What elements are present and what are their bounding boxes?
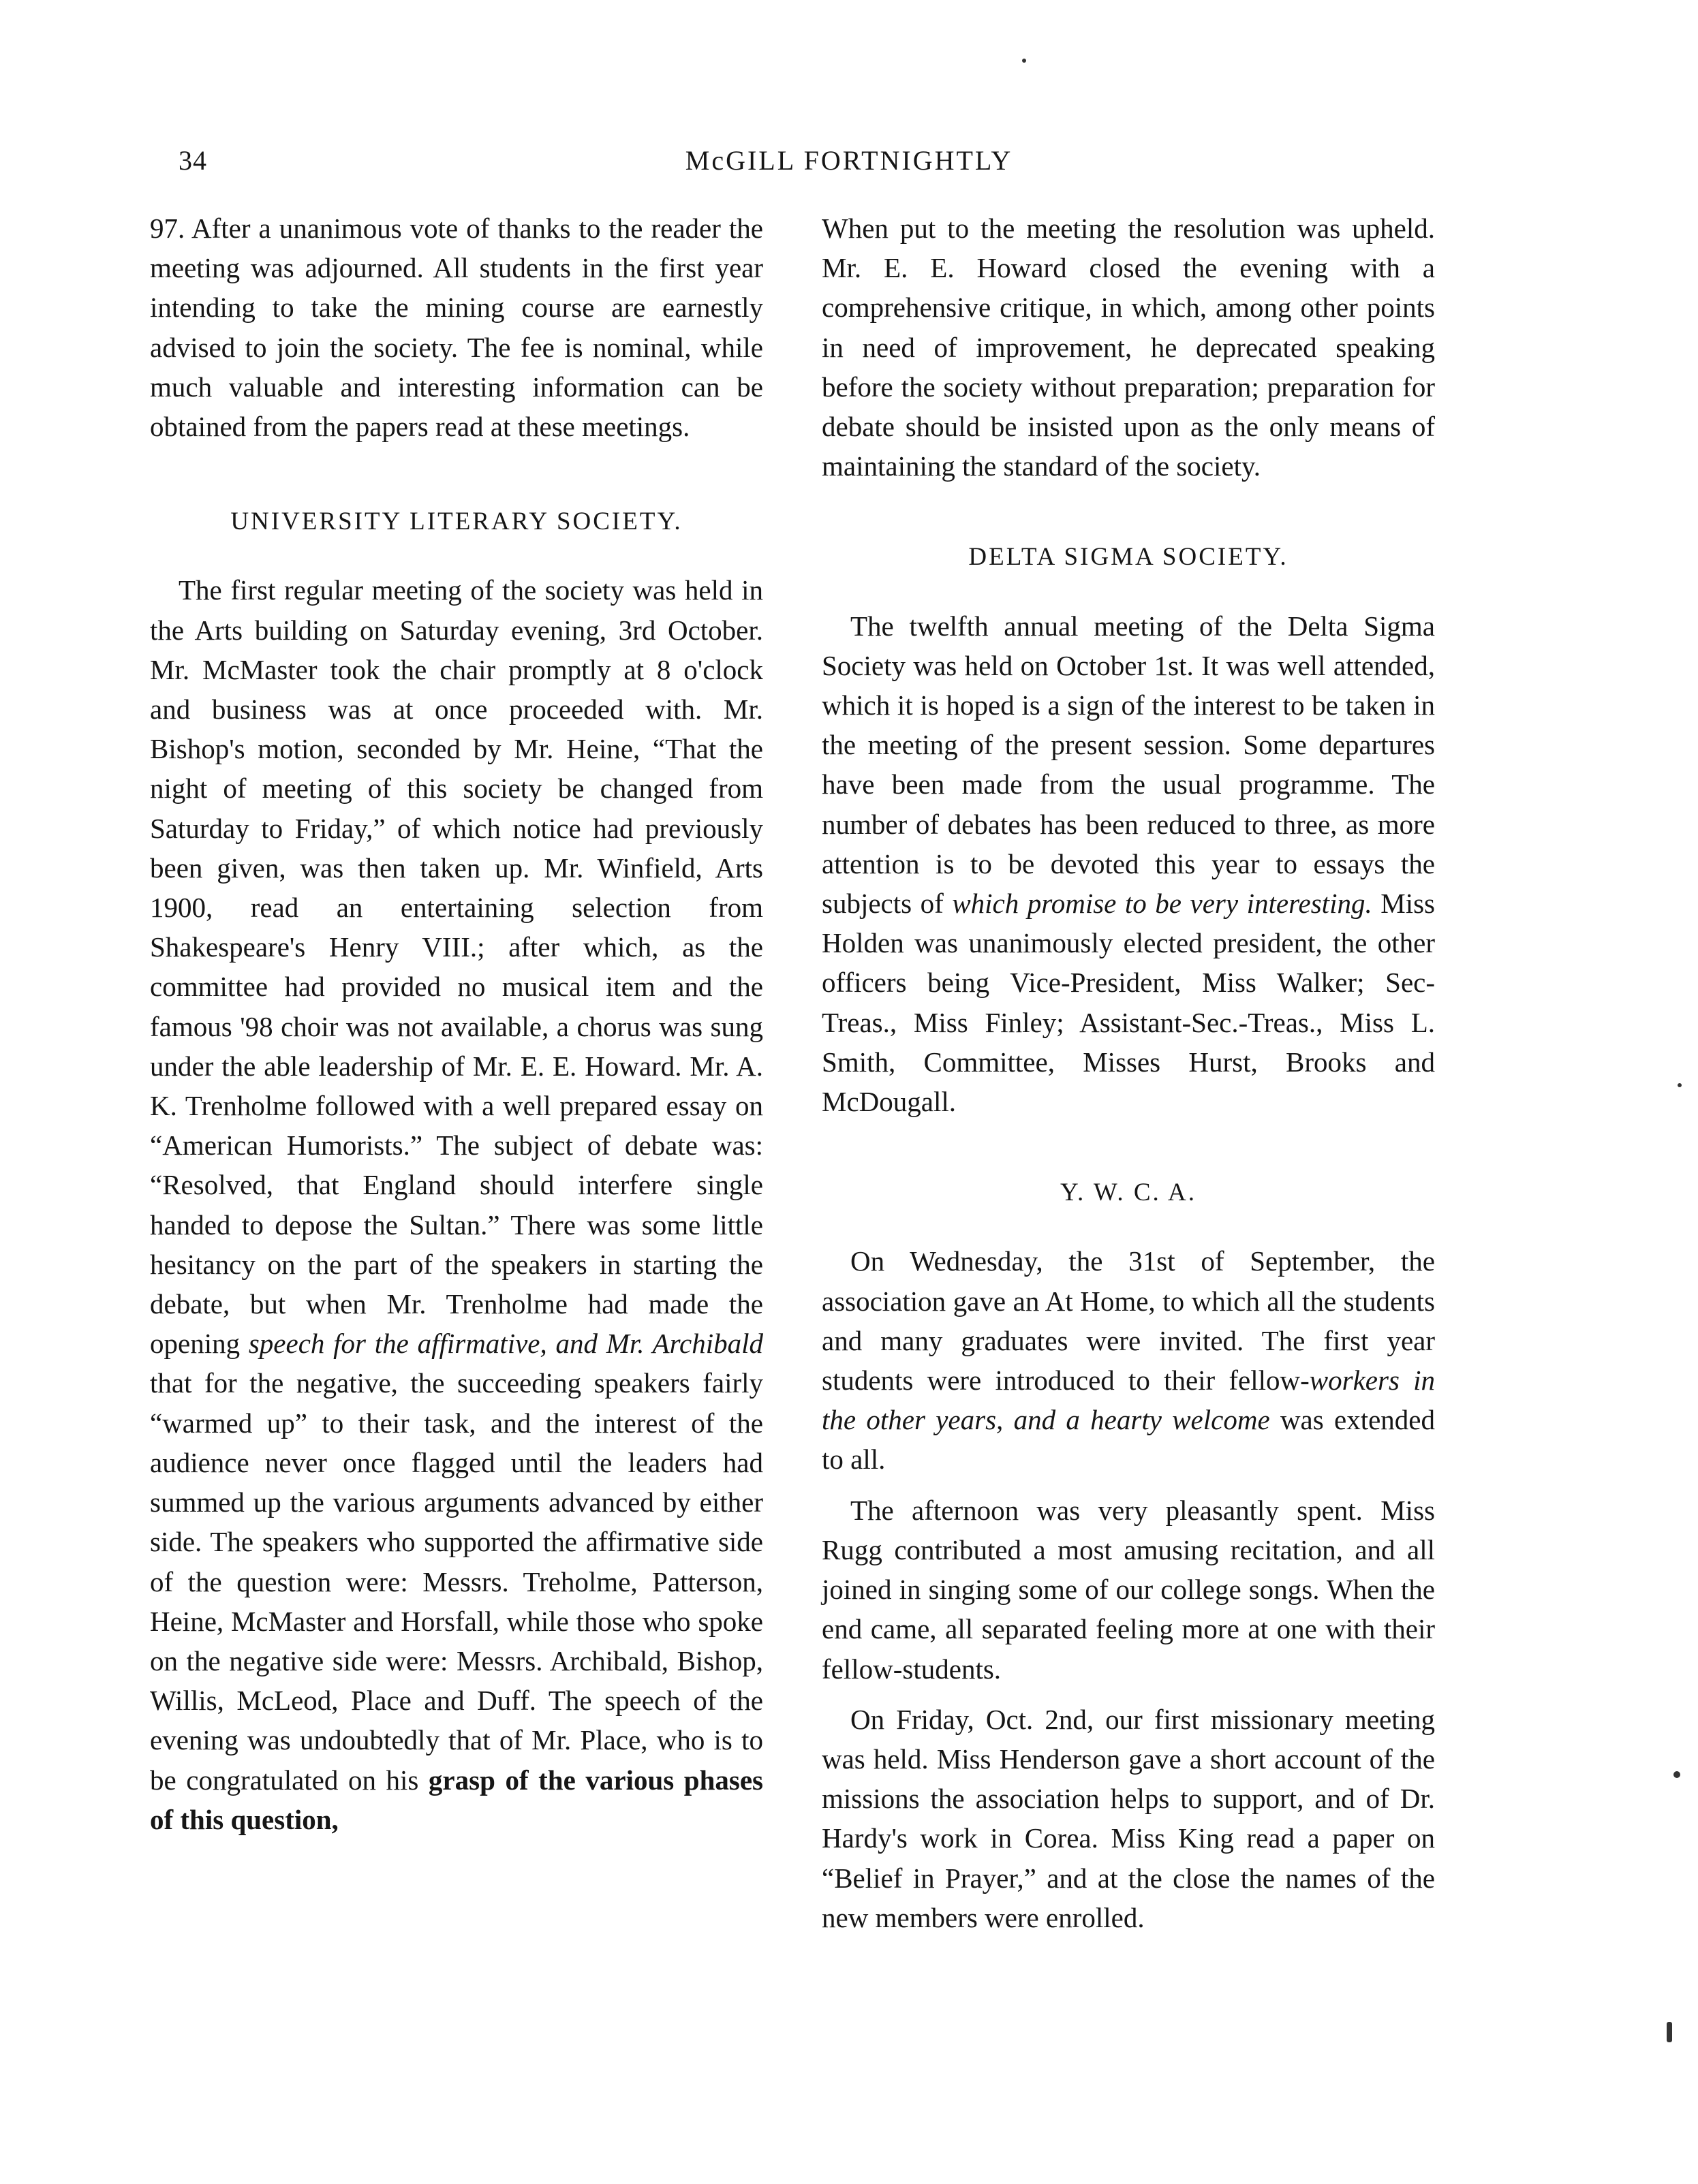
- ywca-text-part-2: was extended to all.: [822, 1404, 1435, 1476]
- left-column: [150, 208, 763, 1839]
- mining-society-closing-paragraph: 97. After a unanimous vote of thanks to the reader the meeting was adjourned. All students in the first year intending to take the mining course are earnestly advised to join the society. The fee is nominal, while much valuable and interesting information can be obtained from the papers read at these meetings.: [150, 213, 763, 443]
- scan-speck: [1678, 1083, 1682, 1087]
- scan-speck: [1673, 1771, 1680, 1778]
- delta-text-part-2: Miss Holden was unanimously elected president, the other officers being Vice-President, Miss Walker; Sec-Treas., Miss Finley; Assistant-Sec.-Treas., Miss L. Smith, Committee, Misses Hurst, Brooks and McDougall.: [822, 888, 1436, 1118]
- running-header: [0, 144, 1698, 185]
- delta-sigma-society-heading: DELTA SIGMA SOCIETY.: [968, 543, 1288, 572]
- ywca-paragraph-3: On Friday, Oct. 2nd, our first missionary meeting was held. Miss Henderson gave a short account of the missions the association helps to support, and of Dr. Hardy's work in Corea. Miss King read a paper on “Belief in Prayer,” and at the close the names of the new members were enrolled.: [822, 1703, 1435, 1933]
- university-literary-society-continued: When put to the meeting the resolution was upheld. Mr. E. E. Howard closed the evening with a comprehensive critique, in which, among other points in need of improvement, he deprecated speaking before the society without preparation; preparation for debate should be insisted upon as the only means of maintaining the standard of the society.: [822, 213, 1435, 482]
- page-number: 34: [179, 145, 207, 176]
- delta-sigma-society-paragraph: [822, 606, 1435, 1122]
- delta-text-part-1: The twelfth annual meeting of the Delta Sigma Society was held on October 1st. It was well attended, which it is hoped is a sign of the interest to be taken in the meeting of the present session. Some departures have been made from the usual programme. The number of debates has been reduced to three, as more attention is to be devoted this year to essays the subjects of: [822, 610, 1435, 920]
- right-column: [822, 208, 1435, 1937]
- university-literary-society-paragraph: [150, 570, 763, 1839]
- scan-speck: [1667, 2022, 1672, 2042]
- ulit-italic-text: speech for the affirmative, and Mr. Archibald: [248, 1328, 763, 1360]
- scan-speck: [1022, 59, 1026, 63]
- paragraph-gap: [822, 1689, 1435, 1700]
- ywca-italic-text: workers in the other years, and a hearty welcome: [822, 1364, 1435, 1436]
- paragraph-gap: [822, 1480, 1435, 1491]
- ywca-text-part-1: On Wednesday, the 31st of September, the association gave an At Home, to which all the students and many graduates were invited. The first year students were introduced to their fellow-: [822, 1245, 1435, 1397]
- ulit-bold-text: grasp of the various phases of this question,: [150, 1764, 763, 1835]
- running-title: McGILL FORTNIGHTLY: [685, 145, 1013, 176]
- ywca-paragraph-2: The afternoon was very pleasantly spent. Miss Rugg contributed a most amusing recitation, and all joined in singing some of our college songs. When the end came, all separated feeling more at one with their fellow-students.: [822, 1494, 1435, 1685]
- ywca-heading: Y. W. C. A.: [1060, 1179, 1197, 1207]
- ywca-paragraph-1: [822, 1241, 1435, 1479]
- ulit-text-part-2: that for the negative, the succeeding speakers fairly “warmed up” to their task, and the interest of the audience never once flagged until the leaders had summed up the various arguments advanced by either side. The speakers who supported the affirmative side of the question were: Messrs. Treholme, Patterson, Heine, McMaster and Horsfall, while those who spoke on the negative side were: Messrs. Archibald, Bishop, Willis, McLeod, Place and Duff. The speech of the evening was undoubtedly that of Mr. Place, who is to be congratulated on his: [150, 1367, 763, 1796]
- ulit-text-part-1: The first regular meeting of the society was held in the Arts building on Saturday evening, 3rd October. Mr. McMaster took the chair promptly at 8 o'clock and business was at once proceeded with. Mr. Bishop's motion, seconded by Mr. Heine, “That the night of meeting of this society be changed from Saturday to Friday,” of which notice had previously been given, was then taken up. Mr. Winfield, Arts 1900, read an entertaining selection from Shakespeare's Henry VIII.; after which, as the committee had provided no musical item and the famous '98 choir was not available, a chorus was sung under the able leadership of Mr. E. E. Howard. Mr. A. K. Trenholme followed with a well prepared essay on “American Humorists.” The subject of debate was: “Resolved, that England should interfere single handed to depose the Sultan.” There was some little hesitancy on the part of the speakers in starting the debate, but when Mr. Trenholme had made the opening: [150, 574, 763, 1360]
- delta-italic-text: which promise to be very interesting.: [952, 888, 1372, 920]
- university-literary-society-heading: UNIVERSITY LITERARY SOCIETY.: [230, 508, 683, 536]
